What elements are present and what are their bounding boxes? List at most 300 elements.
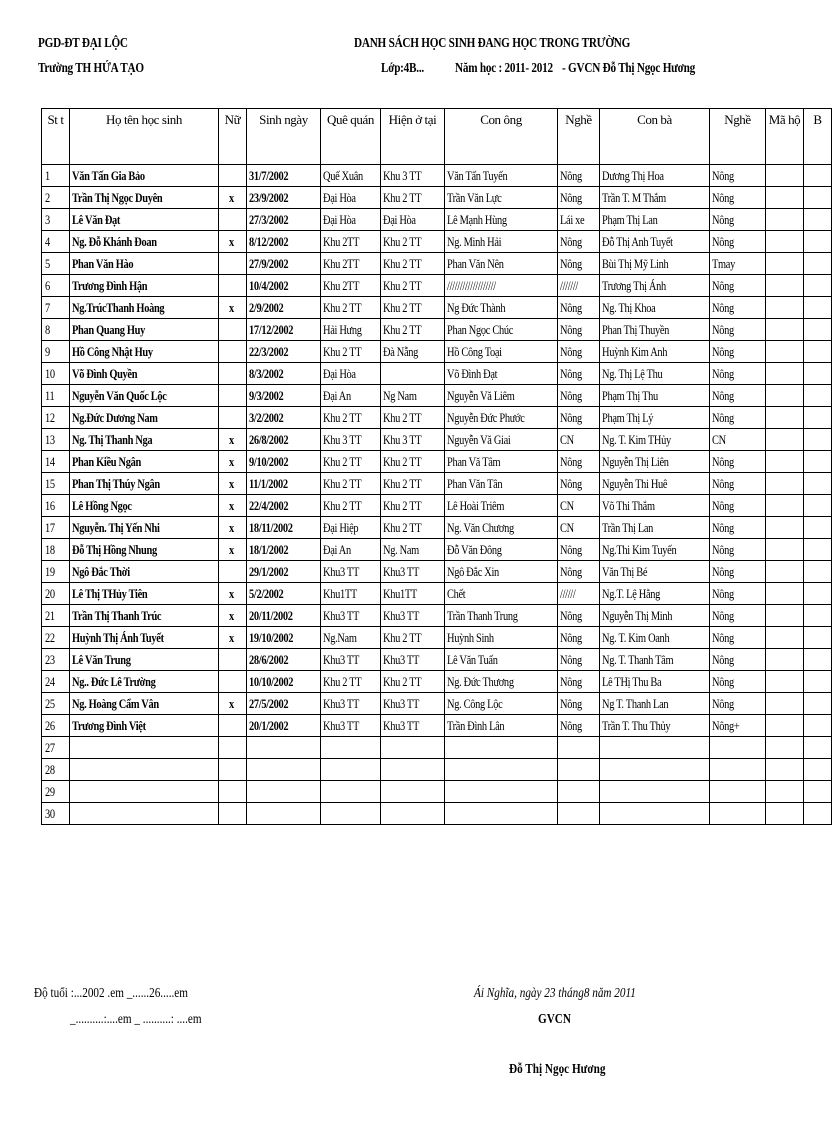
cell-stt: 24 [42,671,70,693]
cell-mother: Bùi Thị Mỹ Linh [600,253,710,275]
cell-dob [247,781,321,803]
cell-residence: Khu 2 TT [381,451,445,473]
cell-father: Phan Văn Nên [445,253,558,275]
cell-mother-job: Nông [710,473,766,495]
cell-mother: Võ Thi Thắm [600,495,710,517]
cell-mother: Lê THị Thu Ba [600,671,710,693]
cell-female [219,385,247,407]
table-row [42,473,832,495]
cell-hometown: Khu 3 TT [321,429,381,451]
cell-hometown: Khu3 TT [321,715,381,737]
cell-residence: Khu3 TT [381,649,445,671]
page-title: DANH SÁCH HỌC SINH ĐANG HỌC TRONG TRƯỜNG [354,36,631,51]
cell-father-job: Nông [558,649,600,671]
cell-mother: Nguyễn Thi Huê [600,473,710,495]
cell-stt: 15 [42,473,70,495]
footer-role: GVCN [538,1012,571,1027]
cell-female [219,561,247,583]
cell-hometown: Khu 2 TT [321,473,381,495]
cell-female [219,341,247,363]
cell-residence: Ng Nam [381,385,445,407]
cell-female: x [219,297,247,319]
cell-mother-job: Nông [710,209,766,231]
cell-female [219,165,247,187]
table-row [42,231,832,253]
cell-female [219,671,247,693]
cell-father: /////////////////// [445,275,558,297]
table-row [42,209,832,231]
cell-mother: Trần T. Thu Thủy [600,715,710,737]
cell-residence: Đà Nẵng [381,341,445,363]
cell-mother: Ng. T. Kim Oanh [600,627,710,649]
cell-residence: Khu 2 TT [381,187,445,209]
cell-father: Nguyễn Vă Liêm [445,385,558,407]
cell-household [766,407,804,429]
cell-female [219,209,247,231]
cell-father [445,737,558,759]
cell-b [804,605,832,627]
cell-female: x [219,187,247,209]
cell-father: Nguyễn Đức Phước [445,407,558,429]
cell-mother: Trần Thị Lan [600,517,710,539]
cell-father: Lê Văn Tuấn [445,649,558,671]
cell-mother-job: Nông [710,627,766,649]
col-header-female: Nữ [219,109,247,165]
cell-mother-job: Nông [710,451,766,473]
cell-hometown: Hải Hưng [321,319,381,341]
cell-father: Lê Mạnh Hùng [445,209,558,231]
cell-hometown: Đại Hiệp [321,517,381,539]
cell-household [766,715,804,737]
cell-household [766,209,804,231]
cell-residence: Khu 2 TT [381,231,445,253]
footer-place-date: Ái Nghĩa, ngày 23 tháng8 năm 2011 [474,986,636,1001]
cell-dob: 22/4/2002 [247,495,321,517]
cell-mother-job: Nông [710,385,766,407]
cell-household [766,561,804,583]
cell-b [804,363,832,385]
cell-dob: 23/9/2002 [247,187,321,209]
cell-name: Phan Kiều Ngân [70,451,219,473]
table-header-row [42,109,832,165]
cell-stt: 25 [42,693,70,715]
cell-mother-job: Nông [710,583,766,605]
cell-hometown: Khu 2 TT [321,407,381,429]
header-class: Lớp:4B... [381,61,424,76]
cell-female [219,715,247,737]
cell-stt: 11 [42,385,70,407]
cell-father-job: Nông [558,297,600,319]
cell-dob [247,759,321,781]
cell-name [70,781,219,803]
table-row [42,693,832,715]
cell-name: Phan Thị Thúy Ngân [70,473,219,495]
cell-residence: Khu 2 TT [381,495,445,517]
cell-mother-job: Nông [710,231,766,253]
cell-residence: Khu 2 TT [381,275,445,297]
cell-b [804,539,832,561]
cell-father-job [558,759,600,781]
cell-mother: Phan Thị Thuyền [600,319,710,341]
cell-household [766,495,804,517]
cell-hometown: Khu3 TT [321,649,381,671]
cell-b [804,231,832,253]
cell-name [70,803,219,825]
cell-father-job [558,803,600,825]
cell-mother: Ng. T. Kim THủy [600,429,710,451]
header-school: Trường TH HỨA TẠO [38,61,144,76]
cell-residence: Khu 2 TT [381,627,445,649]
cell-b [804,737,832,759]
cell-female [219,803,247,825]
cell-father: Ng. Đức Thương [445,671,558,693]
cell-father: Đỗ Văn Đông [445,539,558,561]
cell-household [766,759,804,781]
cell-mother [600,737,710,759]
cell-hometown: Khu 2 TT [321,297,381,319]
cell-stt: 4 [42,231,70,253]
cell-b [804,429,832,451]
cell-b [804,385,832,407]
cell-stt: 14 [42,451,70,473]
cell-stt: 10 [42,363,70,385]
col-header-mother: Con bà [600,109,710,165]
cell-female [219,649,247,671]
table-row [42,165,832,187]
cell-mother-job: Nông [710,363,766,385]
cell-stt: 3 [42,209,70,231]
cell-female [219,363,247,385]
cell-name: Trần Thị Thanh Trúc [70,605,219,627]
cell-hometown: Đại Hòa [321,209,381,231]
cell-name: Trần Thị Ngọc Duyên [70,187,219,209]
table-row [42,605,832,627]
table-row [42,429,832,451]
cell-stt: 30 [42,803,70,825]
cell-mother-job [710,759,766,781]
cell-dob: 20/1/2002 [247,715,321,737]
cell-residence [381,803,445,825]
cell-name: Lê Văn Đạt [70,209,219,231]
cell-b [804,561,832,583]
table-row [42,737,832,759]
cell-mother-job: Nông [710,319,766,341]
cell-mother: Ng.Thi Kim Tuyến [600,539,710,561]
cell-household [766,605,804,627]
cell-stt: 2 [42,187,70,209]
cell-mother: Ng T. Thanh Lan [600,693,710,715]
cell-father-job: Nông [558,319,600,341]
cell-mother-job: Nông+ [710,715,766,737]
cell-b [804,715,832,737]
cell-b [804,451,832,473]
cell-mother: Ng. T. Thanh Tâm [600,649,710,671]
cell-mother-job: Nông [710,649,766,671]
cell-mother: Phạm Thị Lý [600,407,710,429]
cell-name: Trương Đình Hận [70,275,219,297]
cell-stt: 18 [42,539,70,561]
cell-dob: 3/2/2002 [247,407,321,429]
cell-father-job: Nông [558,539,600,561]
cell-household [766,275,804,297]
cell-household [766,781,804,803]
cell-name: Trương Đình Việt [70,715,219,737]
table-row [42,495,832,517]
cell-mother-job [710,737,766,759]
cell-father: Võ Đình Đạt [445,363,558,385]
cell-father-job [558,737,600,759]
cell-father-job: Nông [558,363,600,385]
cell-hometown [321,803,381,825]
cell-household [766,297,804,319]
cell-residence [381,781,445,803]
cell-household [766,363,804,385]
cell-residence: Khu3 TT [381,715,445,737]
cell-female [219,759,247,781]
cell-b [804,297,832,319]
cell-hometown: Khu 2 TT [321,341,381,363]
cell-name: Ng.. Đức Lê Trường [70,671,219,693]
cell-father-job: Lái xe [558,209,600,231]
cell-mother-job: Nông [710,605,766,627]
cell-stt: 5 [42,253,70,275]
cell-household [766,165,804,187]
cell-father-job: Nông [558,473,600,495]
cell-dob: 18/11/2002 [247,517,321,539]
cell-father-job: Nông [558,231,600,253]
cell-mother-job: Nông [710,407,766,429]
cell-dob: 31/7/2002 [247,165,321,187]
col-header-father: Con ông [445,109,558,165]
cell-mother: Dương Thị Hoa [600,165,710,187]
cell-female: x [219,517,247,539]
cell-mother-job: Nông [710,495,766,517]
cell-stt: 29 [42,781,70,803]
cell-name: Lê Thị THủy Tiên [70,583,219,605]
cell-mother-job: Tmay [710,253,766,275]
cell-mother: Phạm Thị Lan [600,209,710,231]
cell-father: Phan Vă Tâm [445,451,558,473]
cell-hometown [321,737,381,759]
cell-name: Hồ Công Nhật Huy [70,341,219,363]
cell-b [804,759,832,781]
cell-residence: Khu 2 TT [381,253,445,275]
cell-hometown: Khu3 TT [321,561,381,583]
cell-hometown: Khu 2TT [321,231,381,253]
cell-stt: 27 [42,737,70,759]
cell-hometown: Đại Hòa [321,363,381,385]
cell-b [804,341,832,363]
cell-stt: 9 [42,341,70,363]
cell-father: Văn Tấn Tuyến [445,165,558,187]
cell-female: x [219,583,247,605]
cell-dob: 27/9/2002 [247,253,321,275]
cell-mother: Trần T. M Thắm [600,187,710,209]
col-header-name: Họ tên học sinh [70,109,219,165]
header-department: PGD-ĐT ĐẠI LỘC [38,36,128,51]
cell-hometown: Đại An [321,385,381,407]
table-row [42,583,832,605]
cell-father-job: /////// [558,275,600,297]
cell-household [766,319,804,341]
cell-father: Ng. Minh Hải [445,231,558,253]
cell-hometown: Khu 2TT [321,275,381,297]
cell-stt: 21 [42,605,70,627]
cell-hometown: Khu3 TT [321,605,381,627]
footer-age-line-1: Độ tuổi :...2002 .em _......26.....em [34,986,188,1001]
table-row [42,517,832,539]
cell-stt: 19 [42,561,70,583]
cell-stt: 7 [42,297,70,319]
cell-female: x [219,231,247,253]
cell-household [766,627,804,649]
cell-household [766,341,804,363]
cell-name: Phan Quang Huy [70,319,219,341]
cell-dob [247,803,321,825]
cell-hometown: Quế Xuân [321,165,381,187]
cell-household [766,385,804,407]
cell-mother: Nguyễn Thị Minh [600,605,710,627]
cell-mother [600,781,710,803]
cell-dob: 18/1/2002 [247,539,321,561]
cell-father: Ng. Văn Chương [445,517,558,539]
table-row [42,759,832,781]
cell-hometown: Khu 2 TT [321,495,381,517]
cell-dob: 22/3/2002 [247,341,321,363]
cell-b [804,473,832,495]
cell-mother: Ng. Thị Khoa [600,297,710,319]
cell-hometown: Ng.Nam [321,627,381,649]
cell-mother-job [710,803,766,825]
cell-father: Lê Hoài Triêm [445,495,558,517]
cell-father-job: Nông [558,715,600,737]
table-row [42,715,832,737]
cell-hometown [321,781,381,803]
table-row [42,649,832,671]
cell-father-job: Nông [558,627,600,649]
cell-mother-job: Nông [710,539,766,561]
cell-b [804,583,832,605]
cell-female: x [219,451,247,473]
cell-residence [381,759,445,781]
cell-name: Văn Tấn Gia Bảo [70,165,219,187]
cell-female: x [219,429,247,451]
cell-residence: Khu3 TT [381,561,445,583]
cell-dob: 5/2/2002 [247,583,321,605]
cell-mother: Phạm Thị Thu [600,385,710,407]
cell-mother: Đỗ Thị Anh Tuyết [600,231,710,253]
cell-b [804,407,832,429]
cell-dob: 2/9/2002 [247,297,321,319]
cell-b [804,209,832,231]
cell-b [804,803,832,825]
cell-b [804,671,832,693]
cell-name: Ng.Đức Dương Nam [70,407,219,429]
cell-father-job: Nông [558,561,600,583]
cell-female: x [219,495,247,517]
table-row [42,407,832,429]
cell-dob: 9/10/2002 [247,451,321,473]
cell-stt: 13 [42,429,70,451]
cell-residence: Đại Hòa [381,209,445,231]
table-row [42,341,832,363]
cell-father: Nguyễn Vă Giai [445,429,558,451]
cell-female: x [219,693,247,715]
cell-dob: 28/6/2002 [247,649,321,671]
cell-name: Ng. Hoàng Cẩm Vân [70,693,219,715]
cell-name [70,759,219,781]
cell-household [766,187,804,209]
cell-stt: 26 [42,715,70,737]
cell-father: Trần Đình Lân [445,715,558,737]
cell-stt: 16 [42,495,70,517]
table-row [42,627,832,649]
cell-stt: 20 [42,583,70,605]
header-teacher: - GVCN Đỗ Thị Ngọc Hương [562,61,695,76]
cell-mother: Văn Thị Bé [600,561,710,583]
cell-stt: 28 [42,759,70,781]
col-header-mother-job: Nghề [710,109,766,165]
cell-female: x [219,627,247,649]
cell-father: Huỳnh Sinh [445,627,558,649]
cell-female [219,275,247,297]
cell-stt: 1 [42,165,70,187]
col-header-dob: Sinh ngày [247,109,321,165]
col-header-b: B [804,109,832,165]
cell-name: Huỳnh Thị Ánh Tuyết [70,627,219,649]
cell-female: x [219,539,247,561]
cell-father-job: Nông [558,605,600,627]
cell-mother-job [710,781,766,803]
cell-household [766,517,804,539]
cell-stt: 12 [42,407,70,429]
cell-female [219,737,247,759]
student-table [41,108,832,825]
cell-residence [381,737,445,759]
cell-dob: 8/12/2002 [247,231,321,253]
cell-mother-job: Nông [710,275,766,297]
cell-father-job: ////// [558,583,600,605]
cell-hometown: Khu 2TT [321,253,381,275]
table-row [42,451,832,473]
cell-household [766,737,804,759]
cell-mother-job: Nông [710,165,766,187]
cell-father-job: Nông [558,341,600,363]
cell-hometown: Đại An [321,539,381,561]
table-row [42,297,832,319]
cell-mother-job: Nông [710,671,766,693]
cell-father: Ngô Đắc Xin [445,561,558,583]
cell-residence: Khu 3 TT [381,165,445,187]
cell-dob: 17/12/2002 [247,319,321,341]
cell-father: Ng Đức Thành [445,297,558,319]
cell-b [804,253,832,275]
col-header-residence: Hiện ở tại [381,109,445,165]
cell-mother-job: CN [710,429,766,451]
cell-name: Ng. Đỗ Khánh Đoan [70,231,219,253]
cell-father-job: Nông [558,187,600,209]
cell-residence: Khu3 TT [381,605,445,627]
cell-female [219,781,247,803]
cell-b [804,649,832,671]
cell-household [766,803,804,825]
cell-father: Trần Văn Lực [445,187,558,209]
cell-father [445,759,558,781]
footer-signer: Đỗ Thị Ngọc Hương [509,1062,606,1077]
col-header-stt: St t [42,109,70,165]
cell-household [766,671,804,693]
cell-female [219,253,247,275]
